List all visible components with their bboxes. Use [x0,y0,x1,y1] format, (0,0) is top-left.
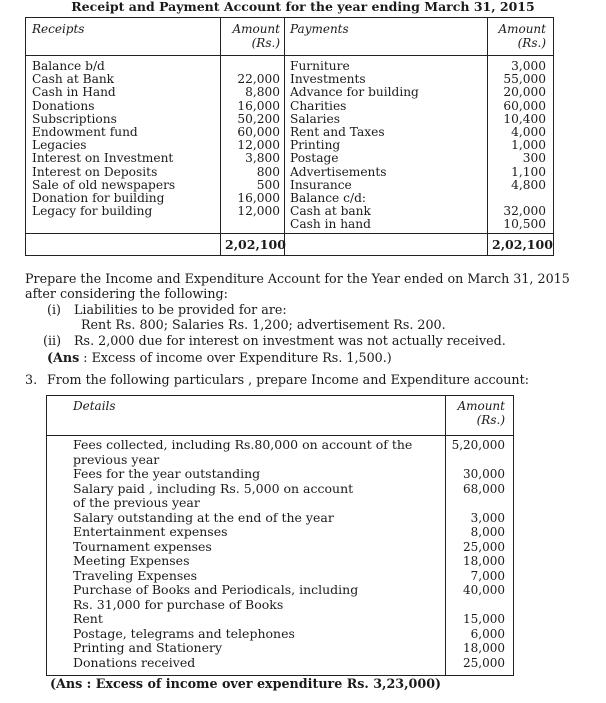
item1-number: (i) [47,302,61,317]
question3-number: 3. [25,372,38,387]
payment-item: Investments [290,72,366,87]
particular-amount: 8,000 [470,525,505,539]
payment-amount: 1,000 [511,138,546,153]
particular-amount: 25,000 [463,539,505,554]
particular-amount: 18,000 [463,641,505,655]
receipt-item: Donation for building [32,191,165,206]
receipt-payment-table [25,17,554,256]
receipt-item: Legacy for building [32,204,153,219]
payment-amount: 20,000 [503,85,546,100]
total-right: 2,02,100 [492,237,553,252]
receipt-amount: 60,000 [237,125,280,140]
payment-amount: 4,000 [511,125,546,140]
total-divider [26,233,553,234]
particular-amount: 40,000 [463,583,505,597]
payment-item: Balance c/d: [290,191,366,206]
particular-amount: 7,000 [470,568,505,583]
particular-text: of the previous year [73,495,200,510]
particular-amount [445,598,505,613]
payment-item: Insurance [290,177,352,192]
receipt-amount: 3,800 [245,151,280,166]
particular-text: Rs. 31,000 for purchase of Books [73,596,284,612]
item1-detail: Rent Rs. 800; Salaries Rs. 1,200; advertisement Rs. 200. [81,317,446,332]
payment-item: Charities [290,98,347,113]
particular-text: Tournament expenses [73,538,212,554]
particular-amount: 5,20,000 [451,438,505,452]
payment-item: Cash at bank [290,204,371,219]
amount-header-right: Amount (Rs.) [498,22,546,50]
payment-amount: 4,800 [511,177,546,192]
receipt-amount: 12,000 [237,204,280,219]
payment-amount: 32,000 [503,204,546,219]
details-header: Details [73,399,116,413]
particular-text: Fees for the year outstanding [73,466,261,481]
particular-text: Meeting Expenses [73,553,190,568]
payment-amount: 55,000 [503,72,546,87]
particulars-list [73,438,412,670]
particular-amount: 3,000 [470,510,505,525]
particulars-table [46,395,514,676]
particular-text: Salary paid , including Rs. 5,000 on account [73,480,354,496]
instruction-line1: Prepare the Income and Expenditure Account for the Year ended on March 31, 2015 [25,271,570,286]
receipt-amount: 22,000 [237,72,280,87]
particular-text: Purchase of Books and Periodicals, including [73,582,359,597]
receipt-amount: 12,000 [237,138,280,153]
particular-text: Entertainment expenses [73,524,228,539]
payment-amount: 10,400 [503,111,546,126]
payment-item: Rent and Taxes [290,125,385,140]
item1-text: Liabilities to be provided for are: [74,302,287,317]
receipt-item: Cash in Hand [32,85,116,100]
receipts-list [32,60,175,218]
receipt-item: Sale of old newspapers [32,177,176,192]
receipt-amount: 50,200 [237,111,280,126]
receipt-item: Balance b/d [32,59,105,73]
payment-item: Advance for building [290,85,419,100]
payments-header: Payments [290,22,349,36]
payment-amount: 3,000 [511,59,546,73]
receipt-amount: 8,800 [245,85,280,100]
payment-amount: 10,500 [503,217,546,232]
receipt-item: Endowment fund [32,125,138,140]
particular-text: Printing and Stationery [73,640,223,655]
header-divider [26,55,553,56]
payment-amount: 60,000 [503,98,546,113]
particular-text: Rent [73,611,103,626]
particular-text: Salary outstanding at the end of the year [73,509,334,525]
payment-amount: 300 [522,151,546,166]
receipt-item: Subscriptions [32,111,117,126]
question3-text: From the following particulars , prepare Income and Expenditure account: [47,372,529,387]
table1-title: Receipt and Payment Account for the year ending March 31, 2015 [71,0,535,14]
receipt-item: Cash at Bank [32,72,115,87]
particular-text: Fees collected, including Rs.80,000 on account of the [73,437,413,452]
particular-amount: 30,000 [463,467,505,481]
item2-text: Rs. 2,000 due for interest on investment was not actually received. [74,333,506,348]
receipt-amounts [220,60,280,218]
receipt-item: Interest on Investment [32,151,174,166]
particular-amount: 68,000 [463,481,505,496]
payment-item: Furniture [290,59,350,73]
answer-3: (Ans : Excess of income over expenditure Rs. 3,23,000) [50,676,442,691]
amount-header: Amount (Rs.) [457,399,505,427]
particular-amount: 15,000 [463,612,505,626]
particular-amount: 25,000 [463,655,505,670]
particular-text: Postage, telegrams and telephones [73,625,295,641]
receipt-amount: 16,000 [237,98,280,113]
particular-text: previous year [73,451,160,467]
particular-amount: 18,000 [463,554,505,568]
receipt-item: Donations [32,98,95,113]
payment-amounts [487,60,546,232]
answer-1: (Ans : Excess of income over Expenditure Rs. 1,500.) [47,350,392,365]
payment-item: Advertisements [290,164,387,179]
receipt-item: Interest on Deposits [32,164,158,179]
amount-header-left: Amount (Rs.) [232,22,280,50]
payment-amount: 1,100 [511,164,546,179]
payment-item: Postage [290,151,339,166]
item2-number: (ii) [43,333,62,348]
receipt-amount: 500 [256,177,280,192]
col-divider [284,18,285,255]
particular-amount [445,496,505,511]
particular-text: Traveling Expenses [73,567,198,583]
particular-amount [445,453,505,468]
receipt-item: Legacies [32,138,87,153]
particular-amount: 6,000 [470,626,505,641]
total-left: 2,02,100 [225,237,286,252]
payments-list [290,60,419,232]
payment-item: Salaries [290,111,340,126]
particular-amounts [445,438,505,670]
payment-item: Printing [290,138,341,153]
particular-text: Donations received [73,654,196,670]
instruction-line2: after considering the following: [25,286,228,301]
header-divider [47,435,513,436]
receipts-header: Receipts [32,22,85,36]
payment-item: Cash in hand [290,217,371,232]
receipt-amount: 800 [256,164,280,179]
receipt-amount: 16,000 [237,191,280,206]
